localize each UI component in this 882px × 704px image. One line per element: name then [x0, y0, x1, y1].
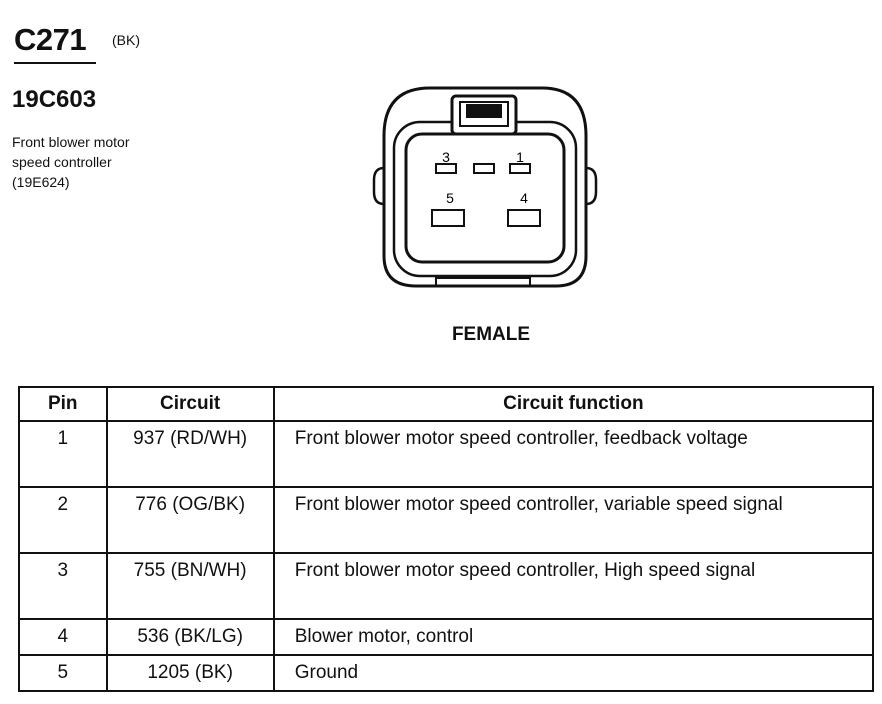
cell-circuit: 536 (BK/LG) — [107, 619, 274, 655]
pin-3-label: 3 — [442, 149, 450, 165]
connector-color: (BK) — [112, 32, 140, 48]
cell-function: Front blower motor speed controller, variable speed signal — [274, 487, 873, 553]
connector-cavity — [406, 134, 564, 262]
description-line-3: (19E624) — [12, 174, 70, 190]
pin-4-label: 4 — [520, 190, 528, 206]
cell-circuit: 937 (RD/WH) — [107, 421, 274, 487]
connector-gender-label: FEMALE — [451, 324, 531, 345]
pin-5-label: 5 — [446, 190, 454, 206]
cell-pin: 4 — [19, 619, 107, 655]
table-header-row — [19, 387, 873, 421]
cell-circuit: 776 (OG/BK) — [107, 487, 274, 553]
cell-pin: 5 — [19, 655, 107, 691]
cell-function: Front blower motor speed controller, feedback voltage — [274, 421, 873, 487]
table-row — [19, 553, 873, 619]
pin-2-terminal — [474, 164, 494, 173]
cell-circuit: 755 (BN/WH) — [107, 553, 274, 619]
table-row — [19, 619, 873, 655]
cell-function: Ground — [274, 655, 873, 691]
cell-function: Blower motor, control — [274, 619, 873, 655]
cell-pin: 2 — [19, 487, 107, 553]
description-line-1: Front blower motor — [12, 134, 130, 150]
cell-pin: 3 — [19, 553, 107, 619]
connector-inner-wall — [394, 122, 576, 276]
pin-3-terminal — [436, 164, 456, 173]
header-circuit: Circuit — [107, 387, 274, 421]
table-row — [19, 655, 873, 691]
pin-5-terminal — [432, 210, 464, 226]
connector-id-underline — [14, 62, 96, 64]
pinout-table — [18, 386, 874, 692]
pin-1-terminal — [510, 164, 530, 173]
pin-4-terminal — [508, 210, 540, 226]
locking-tab-bar — [466, 104, 502, 118]
header-circuit-function: Circuit function — [274, 387, 873, 421]
part-number: 19C603 — [12, 86, 97, 113]
cell-function: Front blower motor speed controller, High speed signal — [274, 553, 873, 619]
table-row — [19, 487, 873, 553]
table-row — [19, 421, 873, 487]
cell-pin: 1 — [19, 421, 107, 487]
pin-1-label: 1 — [516, 149, 524, 165]
description-line-2: speed controller — [12, 154, 112, 170]
cell-circuit: 1205 (BK) — [107, 655, 274, 691]
connector-face-diagram — [370, 80, 602, 292]
header-pin: Pin — [19, 387, 107, 421]
connector-id: C271 — [14, 22, 87, 57]
